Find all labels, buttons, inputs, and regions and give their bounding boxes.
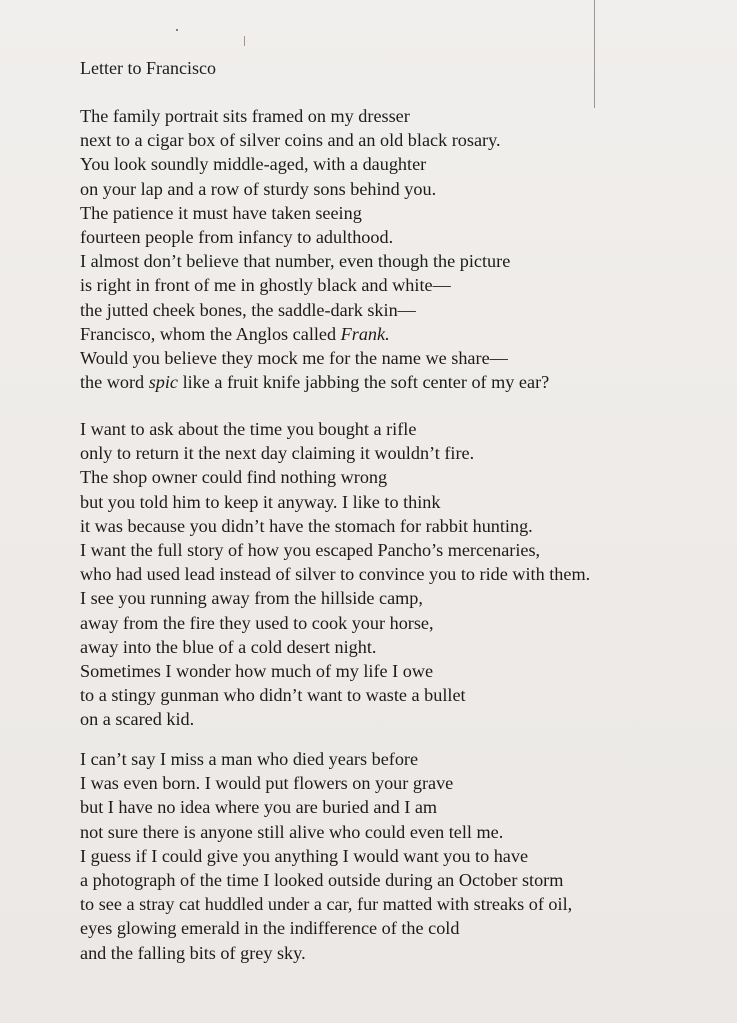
poem-line: the jutted cheek bones, the saddle-dark skin— xyxy=(80,299,416,320)
italic-word-frank: Frank. xyxy=(340,323,390,344)
poem-line xyxy=(80,322,549,346)
poem-line: I guess if I could give you anything I would want you to have xyxy=(80,845,529,866)
poem-line: not sure there is anyone still alive who could even tell me. xyxy=(80,821,504,842)
poem-line: on your lap and a row of sturdy sons behind you. xyxy=(80,178,437,199)
poem-line: and the falling bits of grey sky. xyxy=(80,942,306,963)
poem-line: I almost don’t believe that number, even though the picture xyxy=(80,251,511,272)
poem-line: but you told him to keep it anyway. I like to think xyxy=(80,491,441,512)
stanza-3 xyxy=(80,747,572,965)
poem-line: only to return it the next day claiming it wouldn’t fire. xyxy=(80,443,475,464)
poem-line: away into the blue of a cold desert night. xyxy=(80,636,377,657)
paper-speck xyxy=(176,29,178,31)
poem-line: Would you believe they mock me for the name we share— xyxy=(80,347,508,368)
poem-line: but I have no idea where you are buried and I am xyxy=(80,797,438,818)
italic-word-spic: spic xyxy=(148,372,179,393)
poem-line: next to a cigar box of silver coins and an old black rosary. xyxy=(80,130,501,151)
poem-line: You look soundly middle-aged, with a daughter xyxy=(80,154,427,175)
poem-line: The shop owner could find nothing wrong xyxy=(80,467,388,488)
poem-line: away from the fire they used to cook your horse, xyxy=(80,612,434,633)
poem-line: I see you running away from the hillside camp, xyxy=(80,588,423,609)
poem-line: is right in front of me in ghostly black and white— xyxy=(80,275,451,296)
poem-line: Sometimes I wonder how much of my life I owe xyxy=(80,660,434,681)
poem-line: The family portrait sits framed on my dresser xyxy=(80,106,410,126)
page-edge-mark xyxy=(594,0,595,108)
poem-line: to a stingy gunman who didn’t want to waste a bullet xyxy=(80,685,466,706)
page-edge-mark-small xyxy=(244,36,245,46)
stanza-2 xyxy=(80,417,590,731)
poem-line: I was even born. I would put flowers on your grave xyxy=(80,773,454,794)
poem-line: it was because you didn’t have the stomach for rabbit hunting. xyxy=(80,515,533,536)
poem-title: Letter to Francisco xyxy=(80,58,216,78)
poem-line-text: Francisco, whom the Anglos called xyxy=(80,323,341,344)
poem-line: The patience it must have taken seeing xyxy=(80,202,362,223)
poem-line: I can’t say I miss a man who died years before xyxy=(80,749,419,769)
stanza-1 xyxy=(80,104,549,394)
poem-line: on a scared kid. xyxy=(80,709,195,730)
poem-line: eyes glowing emerald in the indifference of the cold xyxy=(80,918,460,939)
poem-line: fourteen people from infancy to adulthood. xyxy=(80,226,394,247)
poem-line-text: like a fruit knife jabbing the soft center of my ear? xyxy=(178,372,550,393)
poem-line: a photograph of the time I looked outside during an October storm xyxy=(80,869,564,890)
poem-line: to see a stray cat huddled under a car, fur matted with streaks of oil, xyxy=(80,894,573,915)
poem-line-text: the word xyxy=(80,372,149,393)
poem-line xyxy=(80,370,549,394)
poem-line: I want the full story of how you escaped Pancho’s mercenaries, xyxy=(80,539,541,560)
poem-line: who had used lead instead of silver to convince you to ride with them. xyxy=(80,564,591,585)
poem-line: I want to ask about the time you bought a rifle xyxy=(80,419,417,439)
